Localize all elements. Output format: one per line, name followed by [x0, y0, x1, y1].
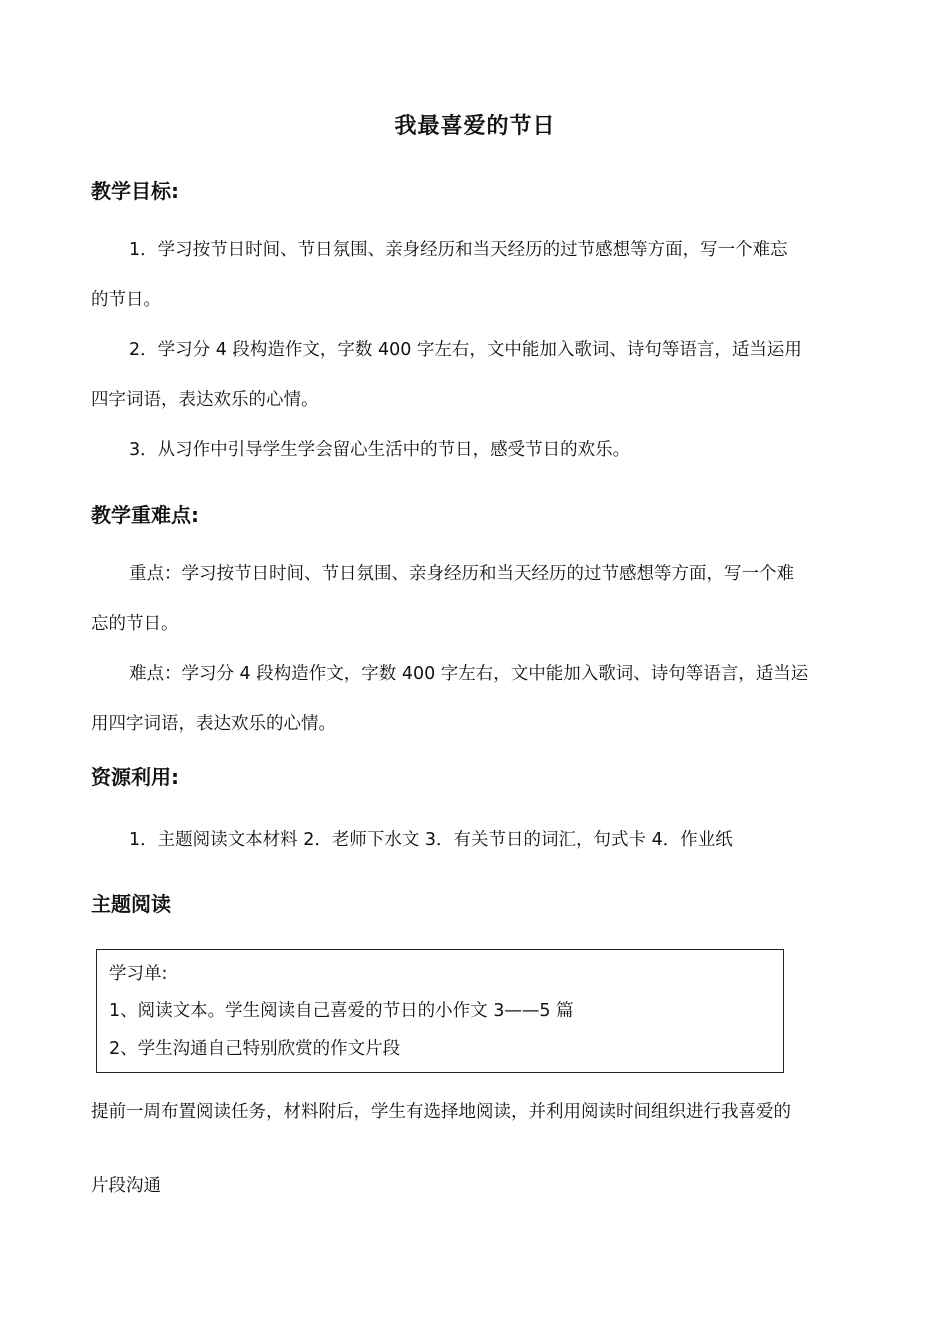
worksheet-item-2: 2、学生沟通自己特别欣赏的作文片段 [109, 1039, 401, 1059]
focus-line-2: 忘的节日。 [91, 614, 179, 634]
worksheet-title: 学习单: [109, 964, 168, 984]
document-title: 我最喜爱的节日 [394, 114, 556, 139]
objective-2-line-2: 四字词语，表达欢乐的心情。 [91, 390, 319, 410]
objective-1-line-1: 1．学习按节日时间、节日氛围、亲身经历和当天经历的过节感想等方面，写一个难忘 [129, 240, 788, 260]
difficulty-line-2: 用四字词语，表达欢乐的心情。 [91, 714, 336, 734]
difficulty-line-1: 难点：学习分 4 段构造作文，字数 400 字左右，文中能加入歌词、诗句等语言，适当运 [129, 664, 809, 684]
focus-line-1: 重点：学习按节日时间、节日氛围、亲身经历和当天经历的过节感想等方面，写一个难 [129, 564, 794, 584]
theme-reading-heading: 主题阅读 [91, 892, 171, 916]
objective-2-line-1: 2．学习分 4 段构造作文，字数 400 字左右，文中能加入歌词、诗句等语言，适当运用 [129, 340, 802, 360]
reading-note-line-2: 片段沟通 [91, 1176, 161, 1196]
objectives-heading: 教学目标: [91, 179, 179, 203]
objective-3-line-1: 3．从习作中引导学生学会留心生活中的节日，感受节日的欢乐。 [129, 440, 631, 460]
objectives-paragraph [91, 225, 861, 475]
key-points-paragraph [91, 549, 861, 749]
reading-note-line-1: 提前一周布置阅读任务，材料附后，学生有选择地阅读，并利用阅读时间组织进行我喜爱的 [91, 1102, 791, 1122]
resources-list: 1．主题阅读文本材料 2．老师下水文 3．有关节日的词汇，句式卡 4．作业纸 [129, 830, 733, 850]
key-points-heading: 教学重难点: [91, 503, 199, 527]
worksheet-item-1: 1、阅读文本。学生阅读自己喜爱的节日的小作文 3——5 篇 [109, 1001, 574, 1021]
worksheet-box [96, 949, 784, 1073]
objective-1-line-2: 的节日。 [91, 290, 161, 310]
resources-heading: 资源利用: [91, 765, 179, 789]
